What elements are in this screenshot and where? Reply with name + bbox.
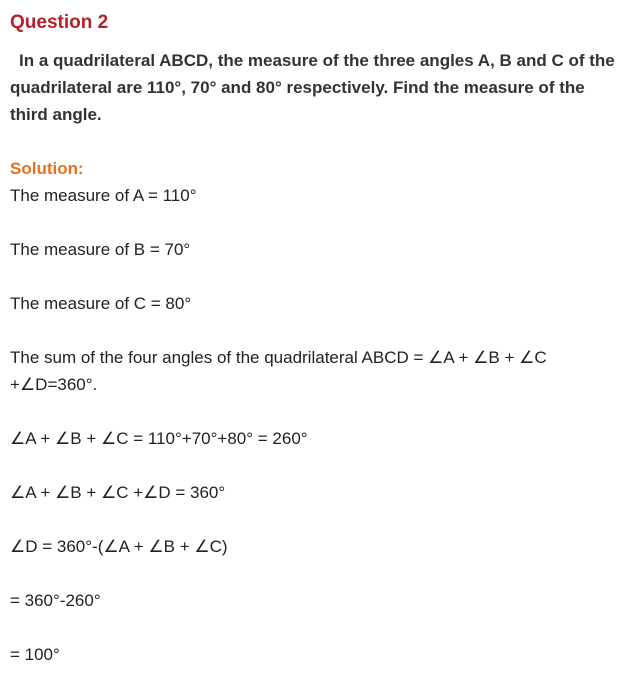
solution-step: The measure of B = 70° — [10, 240, 191, 259]
solution-step: = 100° — [10, 645, 60, 664]
question-text — [10, 47, 625, 128]
question-line: third angle. — [10, 105, 102, 124]
solution-step: = 360°-260° — [10, 591, 101, 610]
question-heading: Question 2 — [10, 12, 109, 33]
question-line: In a quadrilateral ABCD, the measure of the three angles A, B and C of the — [19, 51, 615, 70]
solution-step: ∠A + ∠B + ∠C +∠D = 360° — [10, 483, 226, 502]
solution-step: The measure of C = 80° — [10, 294, 192, 313]
solution-label: Solution: — [10, 159, 84, 178]
solution-step: ∠D = 360°-(∠A + ∠B + ∠C) — [10, 537, 228, 556]
solution-step: ∠A + ∠B + ∠C = 110°+70°+80° = 260° — [10, 429, 308, 448]
solution-step: The measure of A = 110° — [10, 186, 197, 205]
question-line: quadrilateral are 110°, 70° and 80° respectively. Find the measure of the — [10, 78, 585, 97]
solution-step: The sum of the four angles of the quadrilateral ABCD = ∠A + ∠B + ∠C — [10, 348, 547, 367]
solution-step: +∠D=360°. — [10, 375, 98, 394]
